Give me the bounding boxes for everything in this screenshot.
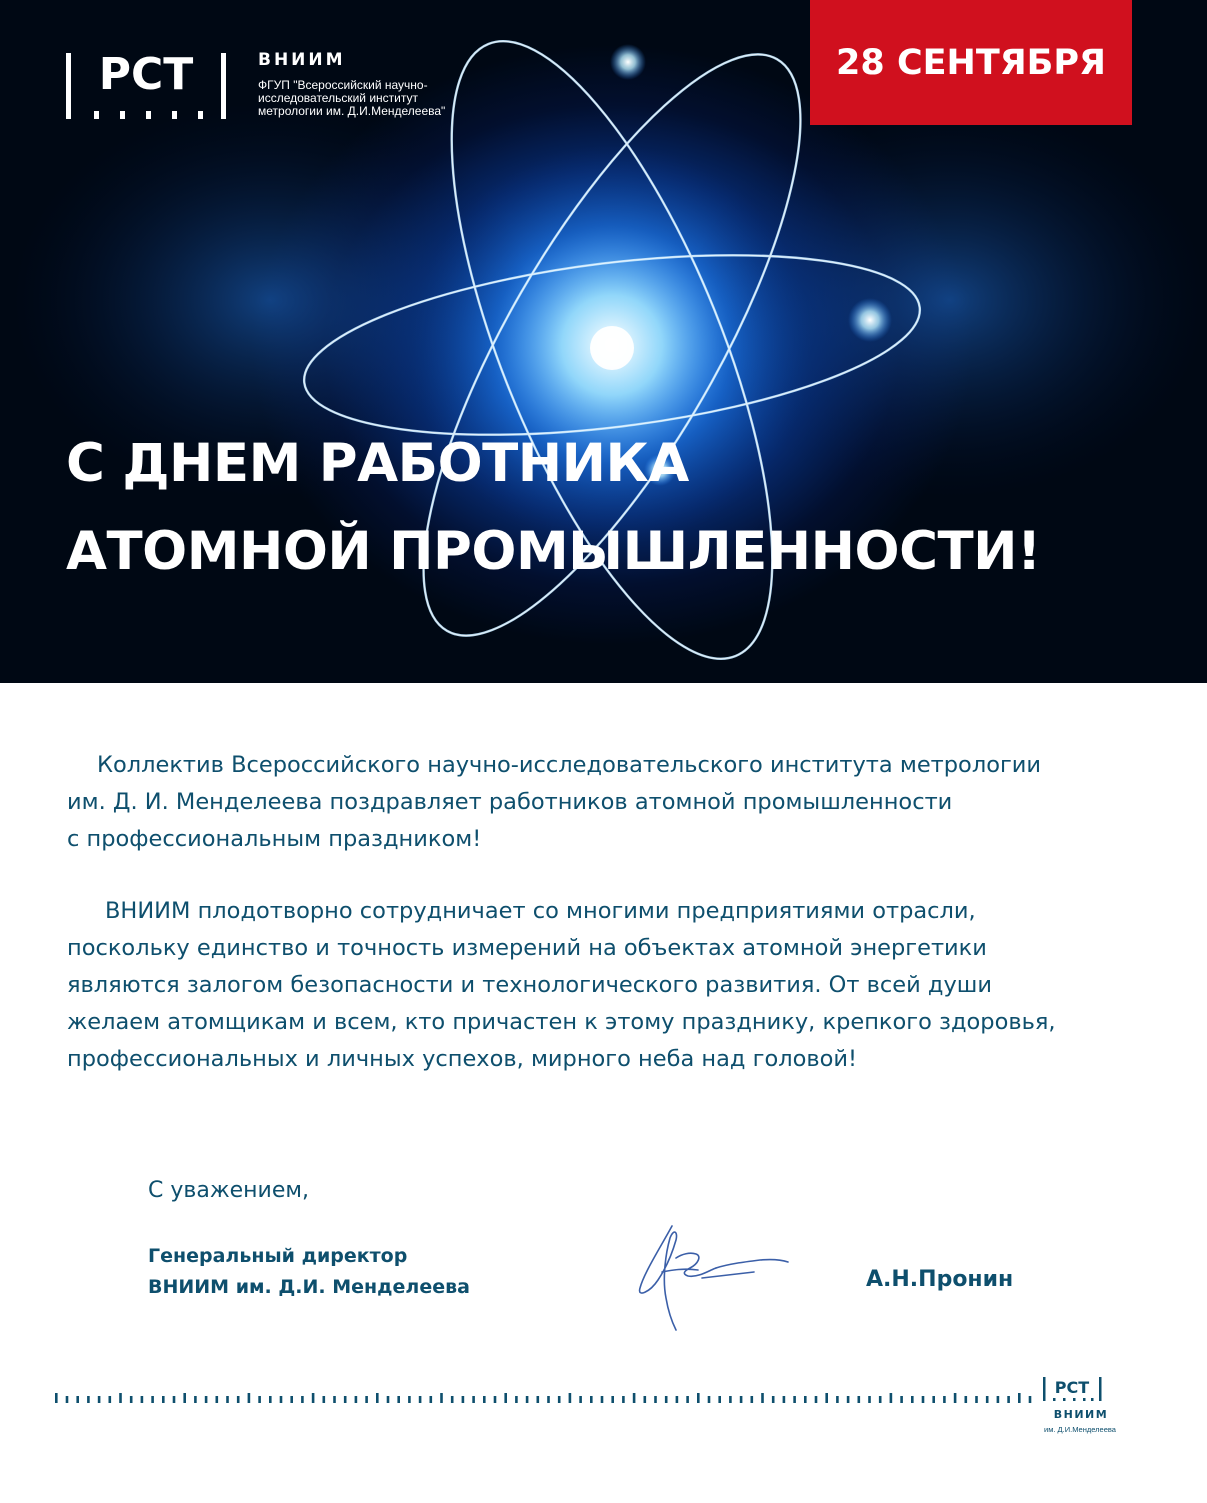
regards-text: С уважением, (148, 1178, 309, 1203)
org-desc-line: метрологии им. Д.И.Менделеева" (258, 104, 446, 118)
paragraph-1 (67, 747, 1152, 858)
footer-org-abbr: ВНИИМ (1053, 1408, 1109, 1421)
footer-dotted-line (55, 1377, 1155, 1407)
org-desc-line: ФГУП "Всероссийский научно- (258, 78, 428, 92)
position-line: Генеральный директор (148, 1245, 408, 1267)
headline-line-1: С ДНЕМ РАБОТНИКА (66, 433, 689, 494)
org-abbr: ВНИИМ (258, 50, 346, 70)
headline (66, 420, 1041, 596)
org-description (258, 79, 488, 118)
body-line: ВНИИМ плодотворно сотрудничает со многими предприятиями отрасли, (105, 898, 976, 924)
body-line: желаем атомщикам и всем, кто причастен к этому празднику, крепкого здоровья, (67, 1009, 1056, 1035)
body-line: им. Д. И. Менделеева поздравляет работников атомной промышленности (67, 789, 953, 815)
body-line: Коллектив Всероссийского научно-исследовательского института метрологии (97, 752, 1042, 778)
date-badge: 28 СЕНТЯБРЯ (810, 0, 1132, 125)
rst-logo (66, 47, 236, 123)
logo-text: РСТ (98, 49, 194, 100)
greeting-body (67, 747, 1152, 1078)
headline-line-2: АТОМНОЙ ПРОМЫШЛЕННОСТИ! (66, 521, 1041, 582)
position-line: ВНИИМ им. Д.И. Менделеева (148, 1276, 470, 1298)
body-line: с профессиональным праздником! (67, 826, 482, 852)
org-info (258, 50, 488, 118)
footer-rst-logo (1043, 1375, 1103, 1405)
footer-logo-text: РСТ (1054, 1378, 1090, 1397)
org-desc-line: исследовательский институт (258, 91, 418, 105)
handwritten-signature (632, 1218, 792, 1336)
paragraph-2 (67, 893, 1152, 1078)
body-line: являются залогом безопасности и технологического развития. От всей души (67, 972, 992, 998)
signer-name: А.Н.Пронин (866, 1267, 1014, 1292)
body-line: поскольку единство и точность измерений на объектах атомной энергетики (67, 935, 987, 961)
signer-position (148, 1241, 470, 1303)
footer-org-sub: им. Д.И.Менделеева (1044, 1425, 1116, 1434)
hero-banner (0, 0, 1207, 683)
body-line: профессиональных и личных успехов, мирного неба над головой! (67, 1046, 858, 1072)
